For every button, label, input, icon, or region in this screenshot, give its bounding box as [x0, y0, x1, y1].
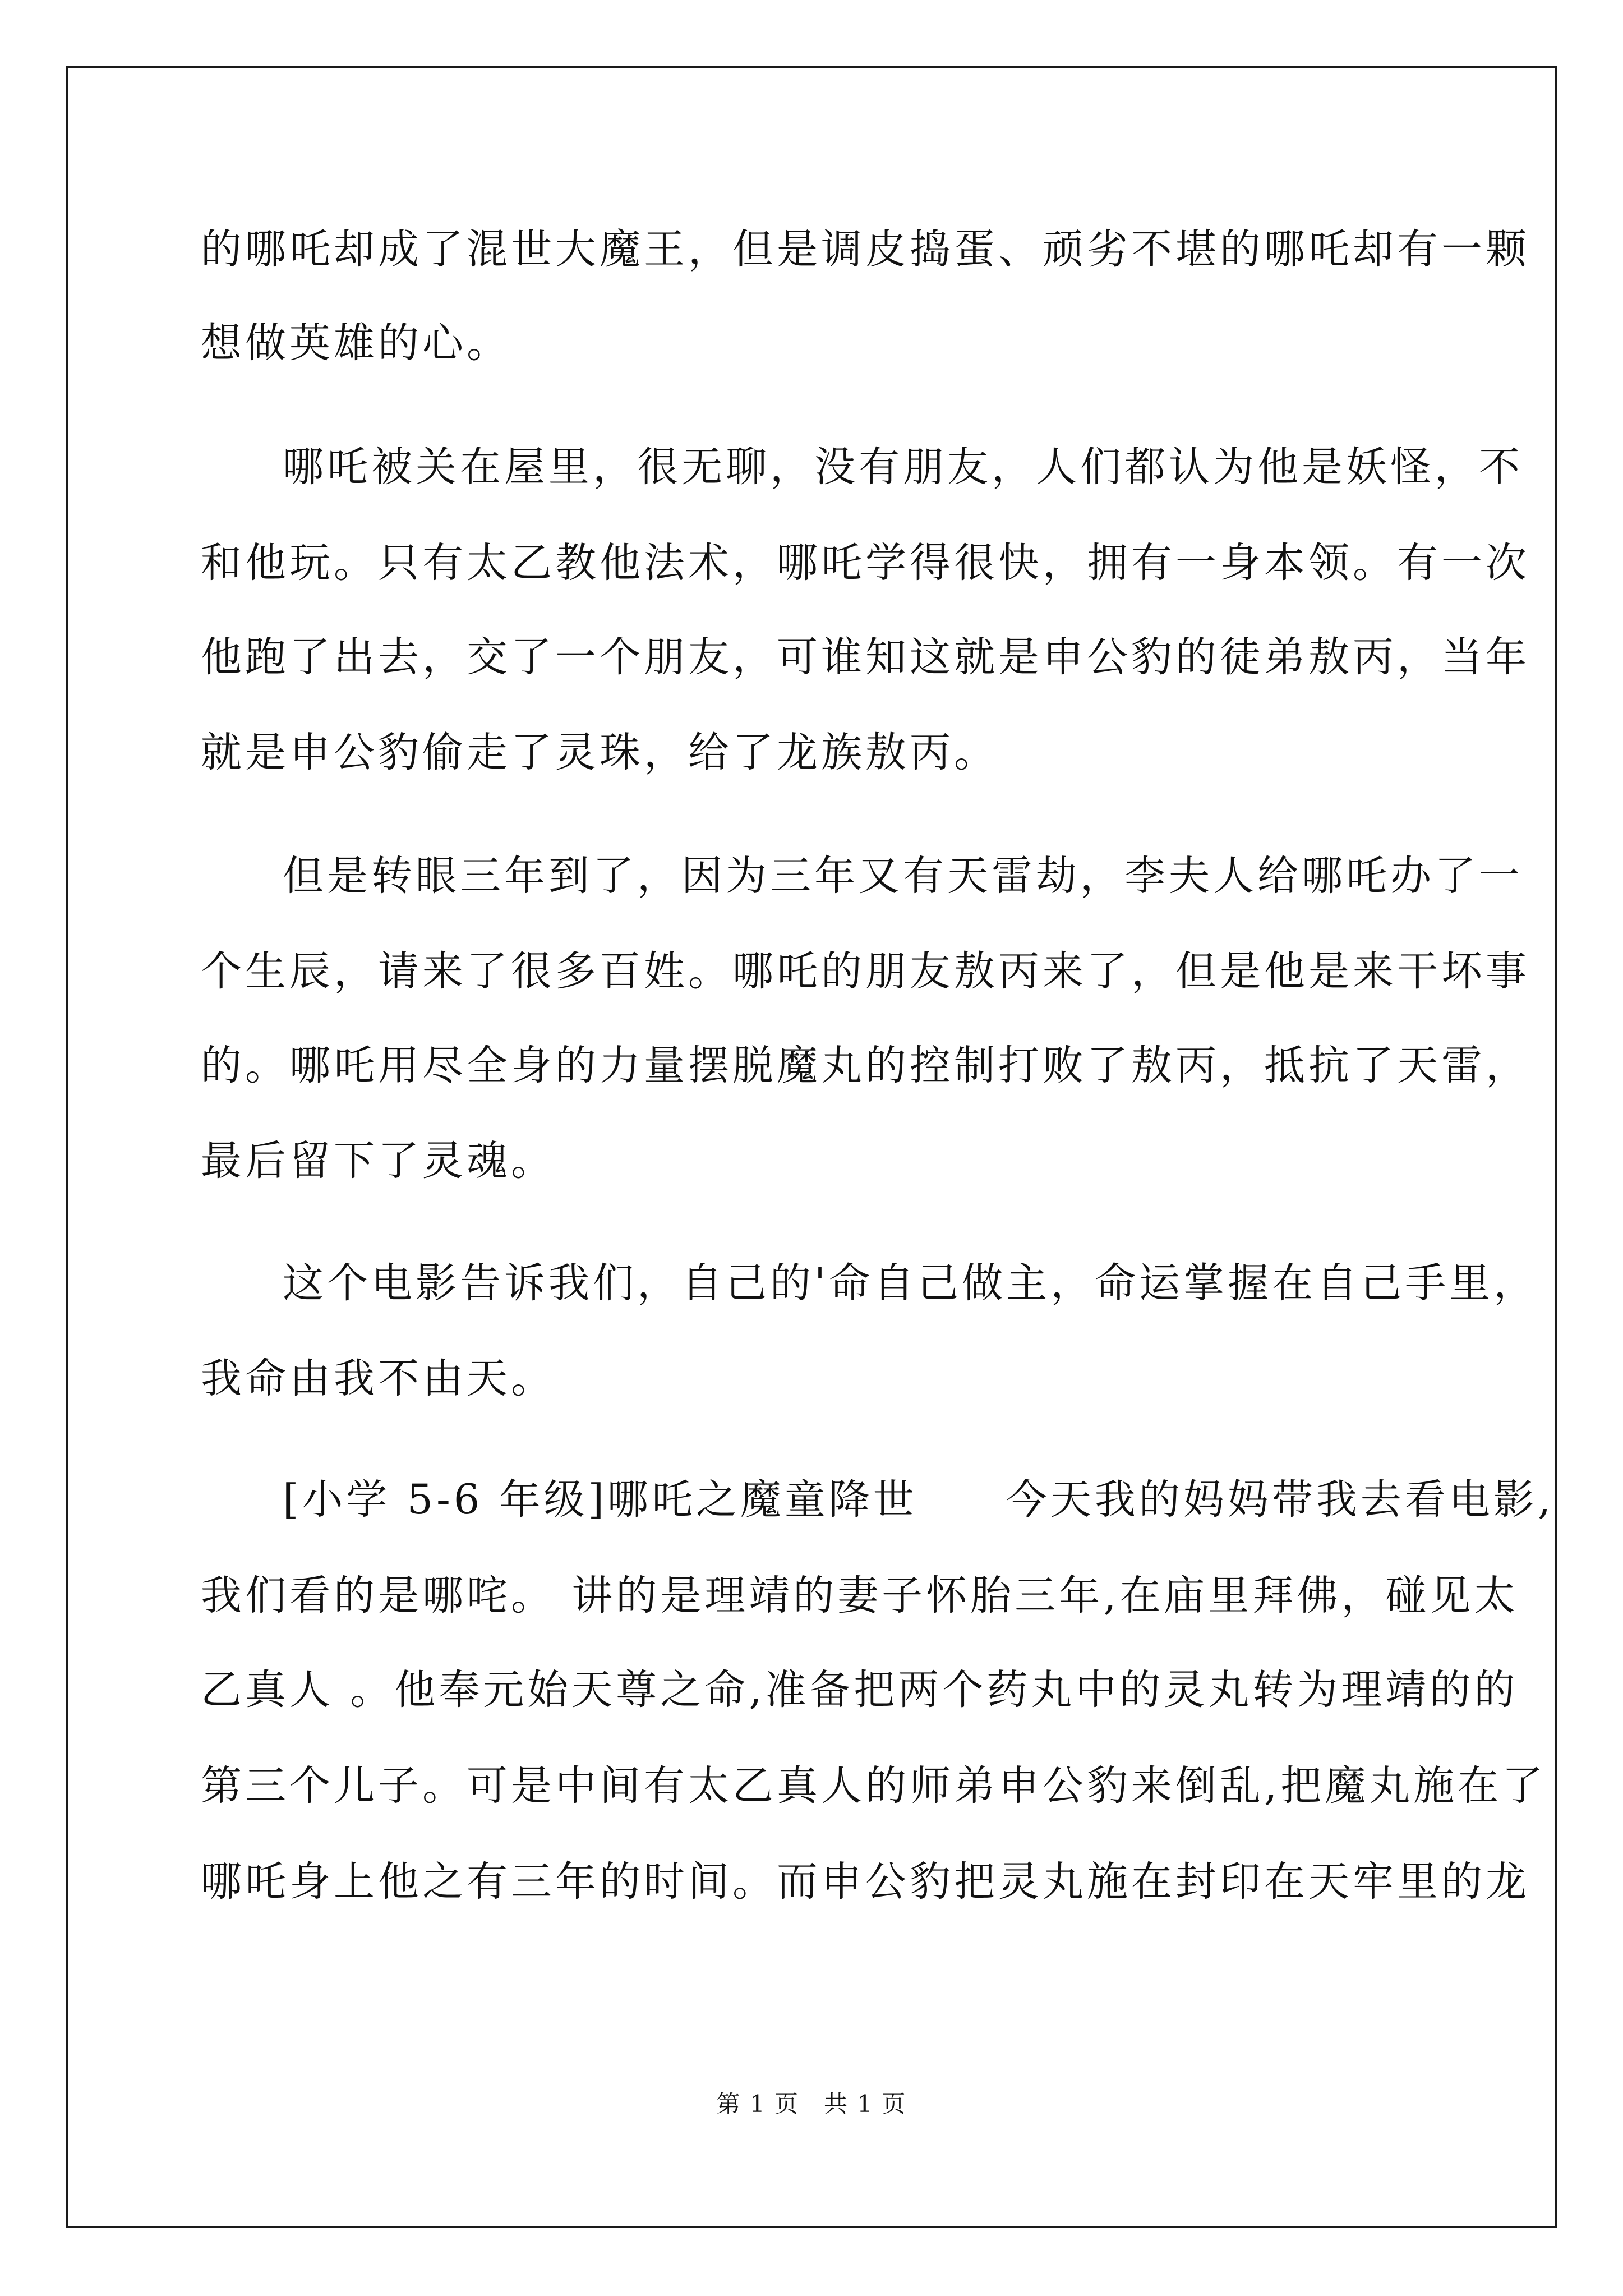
- text-line: 想做英雄的心。: [201, 319, 511, 367]
- text-line: 我们看的是哪咤。 讲的是理靖的妻子怀胎三年,在庙里拜佛，碰见太: [201, 1572, 1519, 1619]
- text-line: 和他玩。只有太乙教他法术，哪吒学得很快，拥有一身本领。有一次: [201, 539, 1530, 587]
- paragraph-start-line: 但是转眼三年到了，因为三年又有天雷劫，李夫人给哪吒办了一: [283, 852, 1523, 900]
- text-line: 的哪吒却成了混世大魔王，但是调皮捣蛋、顽劣不堪的哪吒却有一颗: [201, 226, 1530, 273]
- paragraph-start-line: 这个电影告诉我们，自己的'命自己做主，命运掌握在自己手里，: [283, 1259, 1538, 1307]
- text-line: 我命由我不由天。: [201, 1355, 555, 1402]
- text-line: 就是申公豹偷走了灵珠，给了龙族敖丙。: [201, 729, 998, 776]
- text-line: 个生辰，请来了很多百姓。哪吒的朋友敖丙来了，但是他是来干坏事: [201, 947, 1530, 995]
- text-line: 哪吒身上他之有三年的时间。而申公豹把灵丸施在封印在天牢里的龙: [201, 1858, 1530, 1906]
- text-line: 他跑了出去，交了一个朋友，可谁知这就是申公豹的徒弟敖丙，当年: [201, 633, 1530, 681]
- text-line: 的。哪吒用尽全身的力量摆脱魔丸的控制打败了敖丙，抵抗了天雷，: [201, 1042, 1530, 1089]
- paragraph-start-line: [小学 5-6 年级]哪吒之魔童降世 今天我的妈妈带我去看电影,: [283, 1476, 1555, 1524]
- text-line: 第三个儿子。可是中间有太乙真人的师弟申公豹来倒乱,把魔丸施在了: [201, 1762, 1547, 1810]
- page-footer: 第 1 页 共 1 页: [716, 2090, 907, 2118]
- text-line: 最后留下了灵魂。: [201, 1137, 555, 1185]
- paragraph-start-line: 哪吒被关在屋里，很无聊，没有朋友，人们都认为他是妖怪，不: [283, 443, 1523, 491]
- text-line: 乙真人 。他奉元始天尊之命,准备把两个药丸中的灵丸转为理靖的的: [201, 1666, 1519, 1714]
